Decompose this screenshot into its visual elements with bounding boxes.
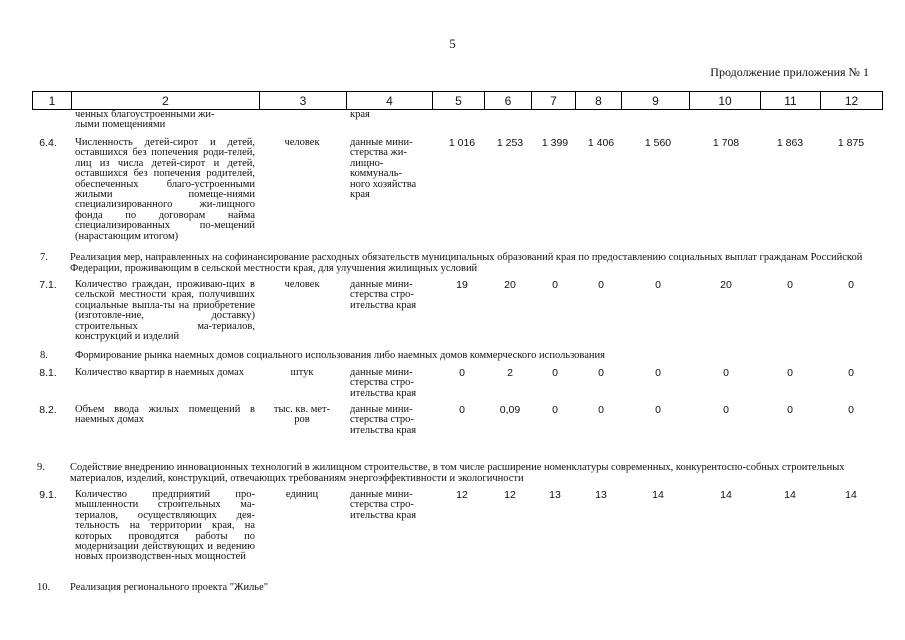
value-cell: 14	[845, 489, 857, 501]
value-cell: 1 560	[644, 137, 672, 149]
value-cell: 0	[787, 367, 793, 379]
row-number: 7.1.	[39, 279, 57, 291]
unit-of-measure: тыс. кв. мет- ров	[273, 404, 331, 426]
value-cell: 1 253	[496, 137, 524, 149]
value-cell: 0	[459, 367, 465, 379]
value-cell: 13	[549, 489, 561, 501]
unit-of-measure: единиц	[285, 489, 319, 500]
value-cell: 0	[848, 404, 854, 416]
unit-of-measure: штук	[290, 367, 314, 378]
value-cell: 0	[552, 279, 558, 291]
value-cell: 0	[459, 404, 465, 416]
row-number: 9.1.	[39, 489, 57, 501]
value-cell: 0	[598, 367, 604, 379]
indicator-name: Численность детей-сирот и детей, оставшихся без попечения роди-телей, лиц из числа детей-сирот и детей, оставшихся без попечения родителей, обеспеченных благо-устроенными жилыми помеще-ниями специализированного жи-лищного фонда по договорам найма специализированных по-мещений (нарастающим итогом)	[75, 137, 255, 242]
unit-of-measure: человек	[284, 279, 320, 290]
carry-over-source: края	[350, 109, 370, 120]
value-cell: 0	[552, 404, 558, 416]
data-source: данные мини- стерства жи- лищно- коммуналь- ного хозяйства края	[350, 137, 417, 201]
unit-of-measure: человек	[284, 137, 320, 148]
header-row	[33, 92, 883, 110]
value-cell: 0,09	[499, 404, 521, 416]
header-cell: 11	[761, 92, 821, 110]
value-cell: 19	[456, 279, 468, 291]
value-cell: 0	[598, 279, 604, 291]
value-cell: 1 016	[448, 137, 476, 149]
value-cell: 1 399	[541, 137, 569, 149]
value-cell: 12	[504, 489, 516, 501]
indicator-name: Количество квартир в наемных домах	[75, 367, 245, 378]
header-cell: 5	[433, 92, 485, 110]
value-cell: 14	[784, 489, 796, 501]
row-number: 8.1.	[39, 367, 57, 379]
value-cell: 1 863	[776, 137, 804, 149]
header-cell: 10	[690, 92, 761, 110]
data-source: данные мини- стерства стро- ительства края	[350, 404, 417, 436]
value-cell: 0	[848, 367, 854, 379]
header-cell: 2	[72, 92, 260, 110]
data-source: данные мини- стерства стро- ительства края	[350, 489, 417, 521]
header-cell: 1	[33, 92, 72, 110]
value-cell: 0	[552, 367, 558, 379]
indicator-name: Количество предприятий про-мышленности строительных ма-териалов, осуществляющих дея-тельность на территории края, на которых проводятся работы по модернизации действующих и ведению новых производствен-ных мощностей	[75, 489, 255, 563]
section-title: Реализация мер, направленных на софинансирование расходных обязательств муниципальных образований края по предоставлению социальных выплат гражданам Российской Федерации, проживающим в сельской местности края, для улучшения жилищных условий	[70, 252, 863, 274]
section-number: 9.	[37, 462, 45, 473]
section-title: Формирование рынка наемных домов социального использования либо наемных домов коммерческого использования	[75, 350, 605, 361]
value-cell: 0	[655, 404, 661, 416]
value-cell: 20	[720, 279, 732, 291]
value-cell: 20	[504, 279, 516, 291]
section-number: 7.	[40, 252, 48, 263]
value-cell: 0	[655, 279, 661, 291]
value-cell: 13	[595, 489, 607, 501]
value-cell: 0	[787, 279, 793, 291]
section-title: Реализация регионального проекта "Жилье"	[70, 582, 269, 593]
page-number: 5	[449, 36, 456, 51]
section-title: Содействие внедрению инновационных технологий в жилищном строительстве, в том числе расширение номенклатуры современных, конкурентоспо-собных строительных материалов, изделий, конструкций, отвечающих требованиям энергоэффективности и экологичности	[70, 462, 845, 484]
value-cell: 1 875	[837, 137, 865, 149]
section-number: 8.	[40, 350, 48, 361]
header-cell: 12	[821, 92, 883, 110]
header-cell: 3	[260, 92, 347, 110]
value-cell: 1 406	[587, 137, 615, 149]
header-cell: 7	[532, 92, 576, 110]
value-cell: 14	[720, 489, 732, 501]
value-cell: 0	[848, 279, 854, 291]
header-cell: 8	[576, 92, 622, 110]
header-cell: 6	[485, 92, 532, 110]
carry-over-name: ченных благоустроенными жи- лыми помещениями	[75, 109, 215, 131]
value-cell: 0	[655, 367, 661, 379]
row-number: 6.4.	[39, 137, 57, 149]
value-cell: 12	[456, 489, 468, 501]
continuation-caption: Продолжение приложения № 1	[710, 65, 869, 79]
value-cell: 0	[787, 404, 793, 416]
header-cell: 4	[347, 92, 433, 110]
row-number: 8.2.	[39, 404, 57, 416]
value-cell: 14	[652, 489, 664, 501]
data-source: данные мини- стерства стро- ительства края	[350, 367, 417, 399]
header-cell: 9	[622, 92, 690, 110]
column-header-table	[32, 91, 883, 110]
indicator-name: Количество граждан, проживаю-щих в сельской местности края, получивших социальные выпла-ты на приобретение (изготовле-ние, доставку) строительных ма-териалов, конструкций и изделий	[75, 279, 255, 343]
section-number: 10.	[37, 582, 51, 593]
value-cell: 0	[723, 367, 729, 379]
data-source: данные мини- стерства стро- ительства края	[350, 279, 417, 311]
value-cell: 2	[507, 367, 513, 379]
value-cell: 1 708	[712, 137, 740, 149]
value-cell: 0	[598, 404, 604, 416]
value-cell: 0	[723, 404, 729, 416]
indicator-name: Объем ввода жилых помещений в наемных домах	[75, 404, 255, 426]
